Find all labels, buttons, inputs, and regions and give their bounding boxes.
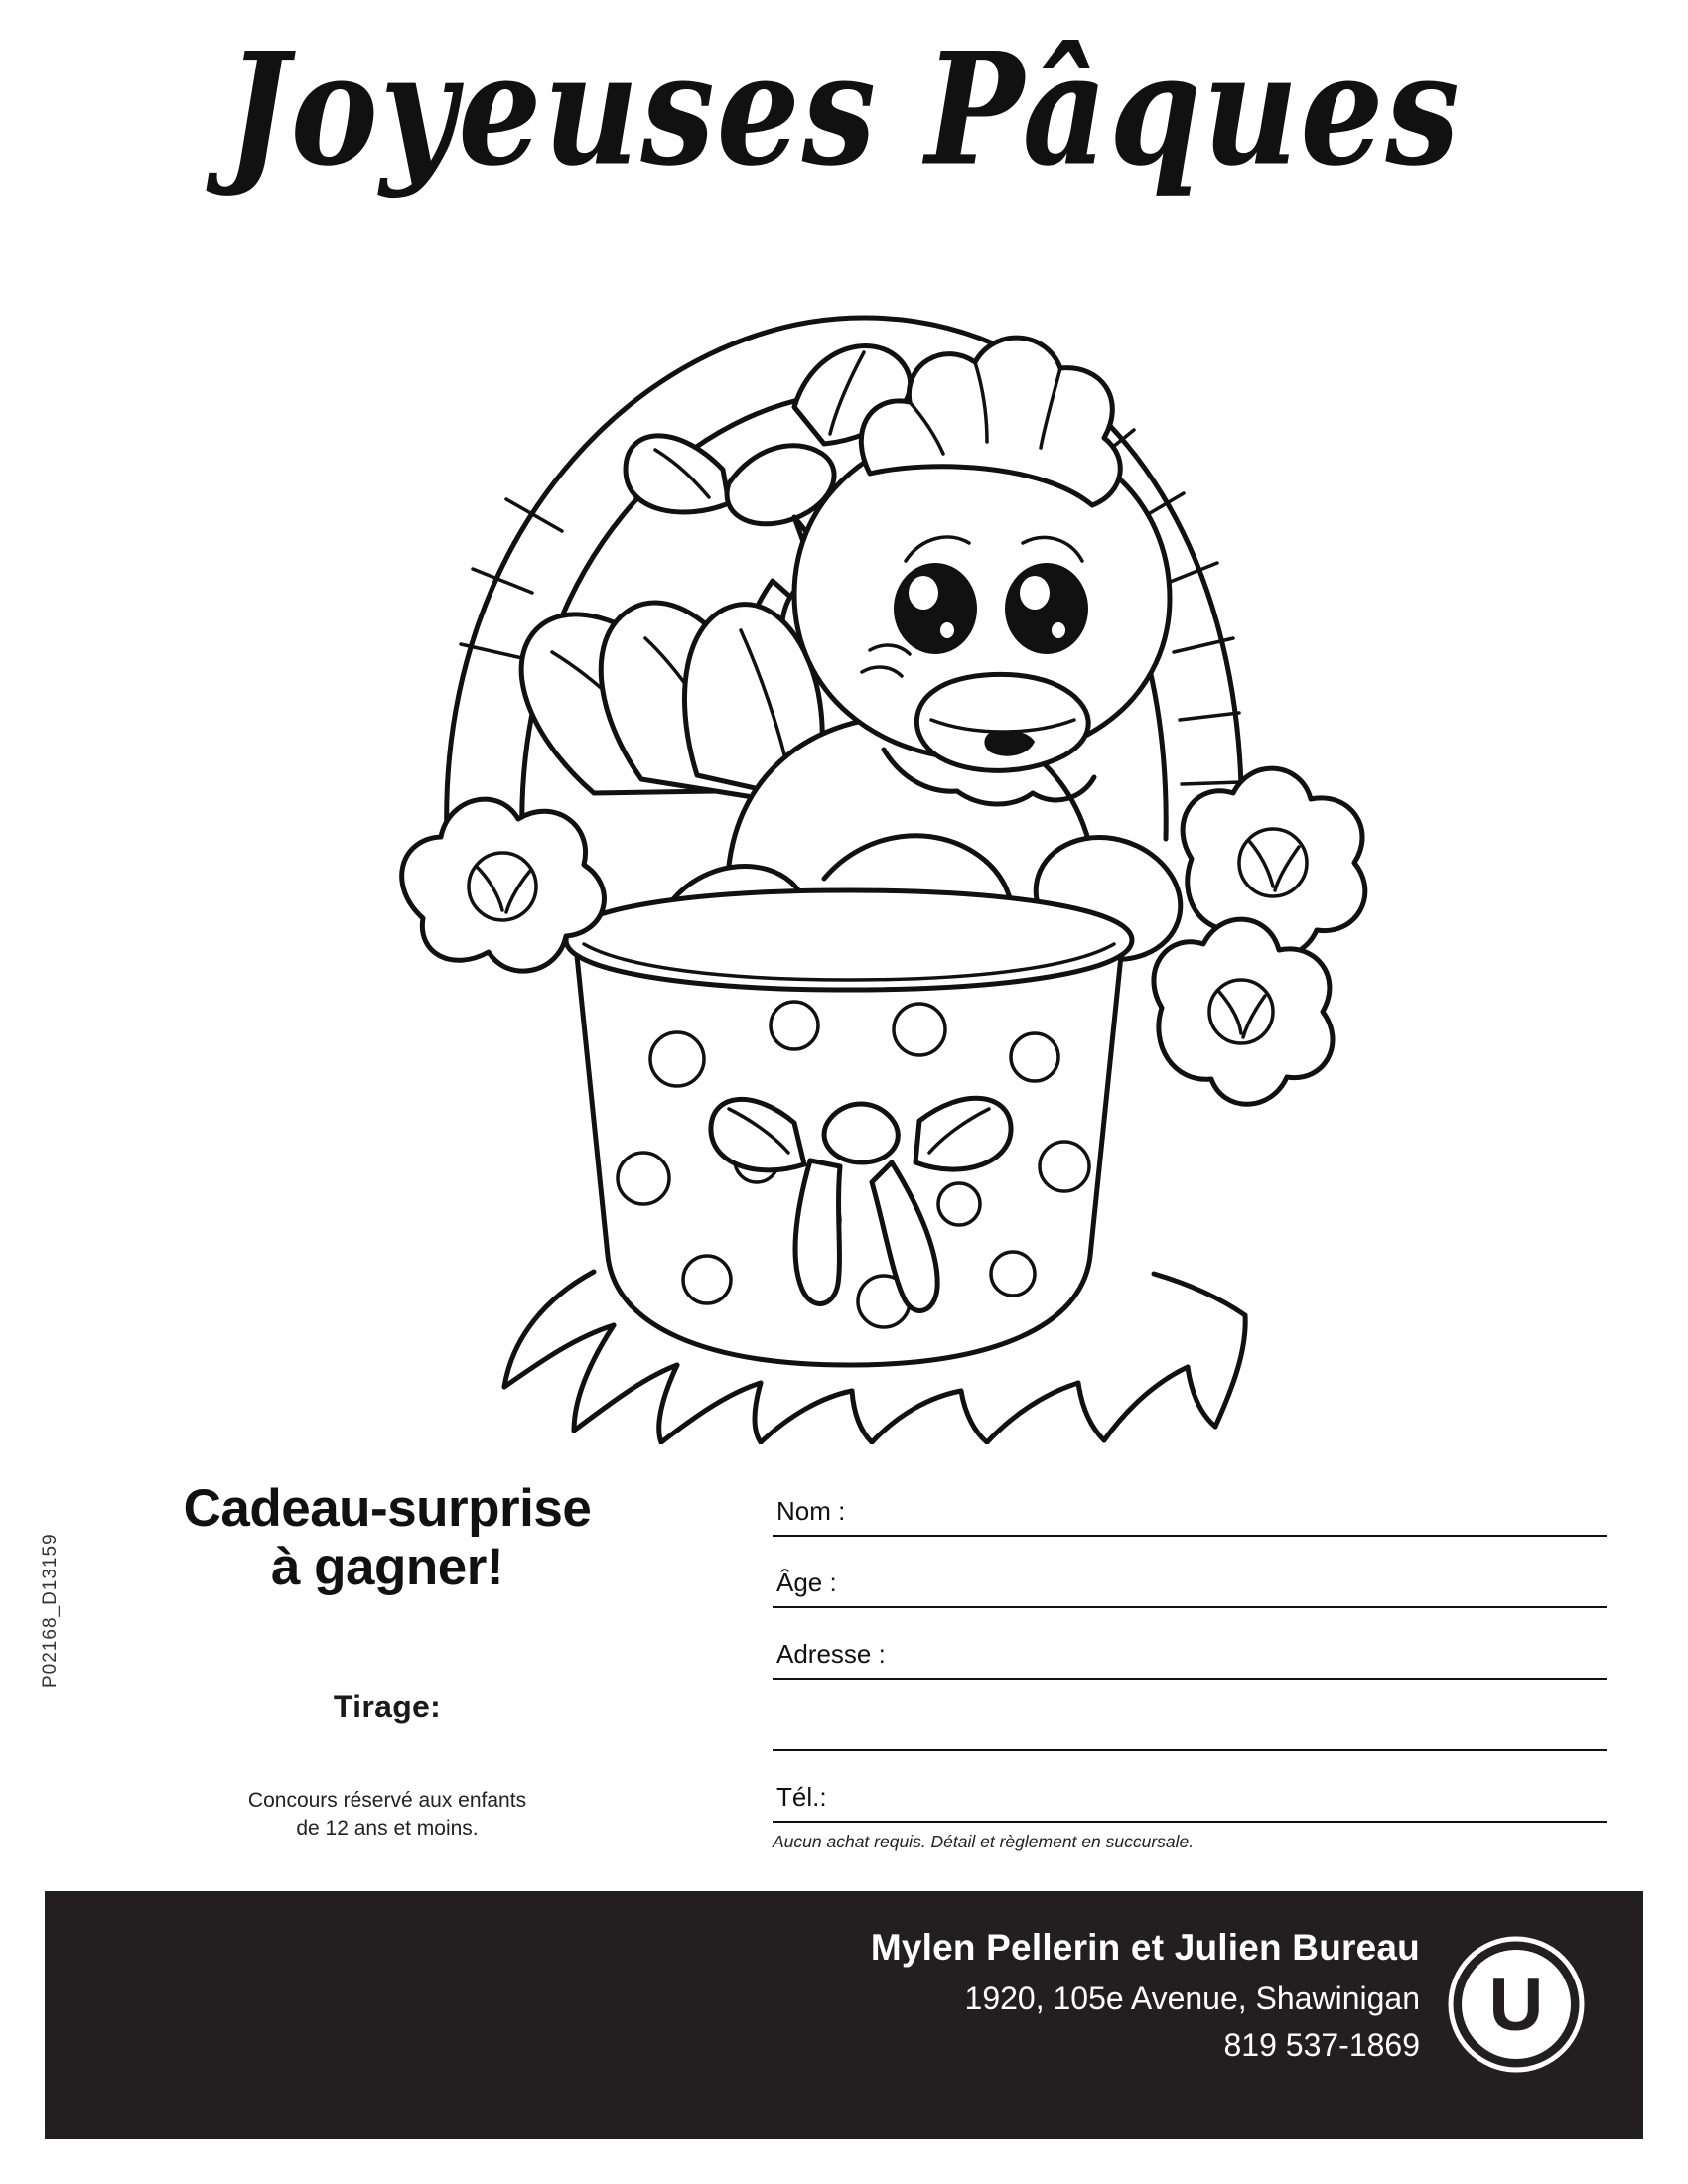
footer-bar [45, 1891, 1643, 2139]
promo-headline [119, 1479, 655, 1597]
page-title-wrap [0, 19, 1688, 202]
promo-headline-line1: Cadeau-surprise [183, 1479, 592, 1538]
form-field-adresse[interactable] [773, 1608, 1607, 1680]
form-disclaimer: Aucun achat requis. Détail et règlement en succursale. [773, 1832, 1195, 1851]
easter-basket-illustration [328, 223, 1370, 1444]
footer-address: 1920, 105e Avenue, Shawinigan [964, 1980, 1420, 2016]
eligibility-line1: Concours réservé aux enfants [247, 1788, 527, 1812]
eligibility-note [119, 1787, 655, 1843]
form-field-nom[interactable] [773, 1465, 1607, 1537]
form-label-adresse: Adresse : [776, 1639, 886, 1669]
footer-merchant-name: Mylen Pellerin et Julien Bureau [870, 1927, 1420, 1968]
eligibility-line2: de 12 ans et moins. [296, 1817, 479, 1841]
promo-column [119, 1479, 655, 1843]
promo-headline-line2: à gagner! [270, 1538, 504, 1597]
footer-phone: 819 537-1869 [1223, 2027, 1420, 2063]
logo-letter: U [1488, 1963, 1544, 2047]
form-field-age[interactable] [773, 1537, 1607, 1608]
form-label-tel: Tél.: [776, 1782, 827, 1812]
print-code: P02168_D13159 [40, 1533, 61, 1688]
uniprix-u-logo [1447, 1935, 1586, 2074]
draw-label: Tirage: [333, 1688, 442, 1724]
contest-section [0, 1459, 1688, 1876]
form-field-tel[interactable] [773, 1751, 1607, 1823]
form-label-nom: Nom : [776, 1496, 846, 1526]
entry-form [773, 1465, 1607, 1852]
footer-text-block [871, 1927, 1420, 2064]
form-field-adresse-line2[interactable] [773, 1680, 1607, 1751]
form-label-age: Âge : [776, 1568, 837, 1597]
page-title: Joyeuses Pâques [226, 19, 1462, 202]
